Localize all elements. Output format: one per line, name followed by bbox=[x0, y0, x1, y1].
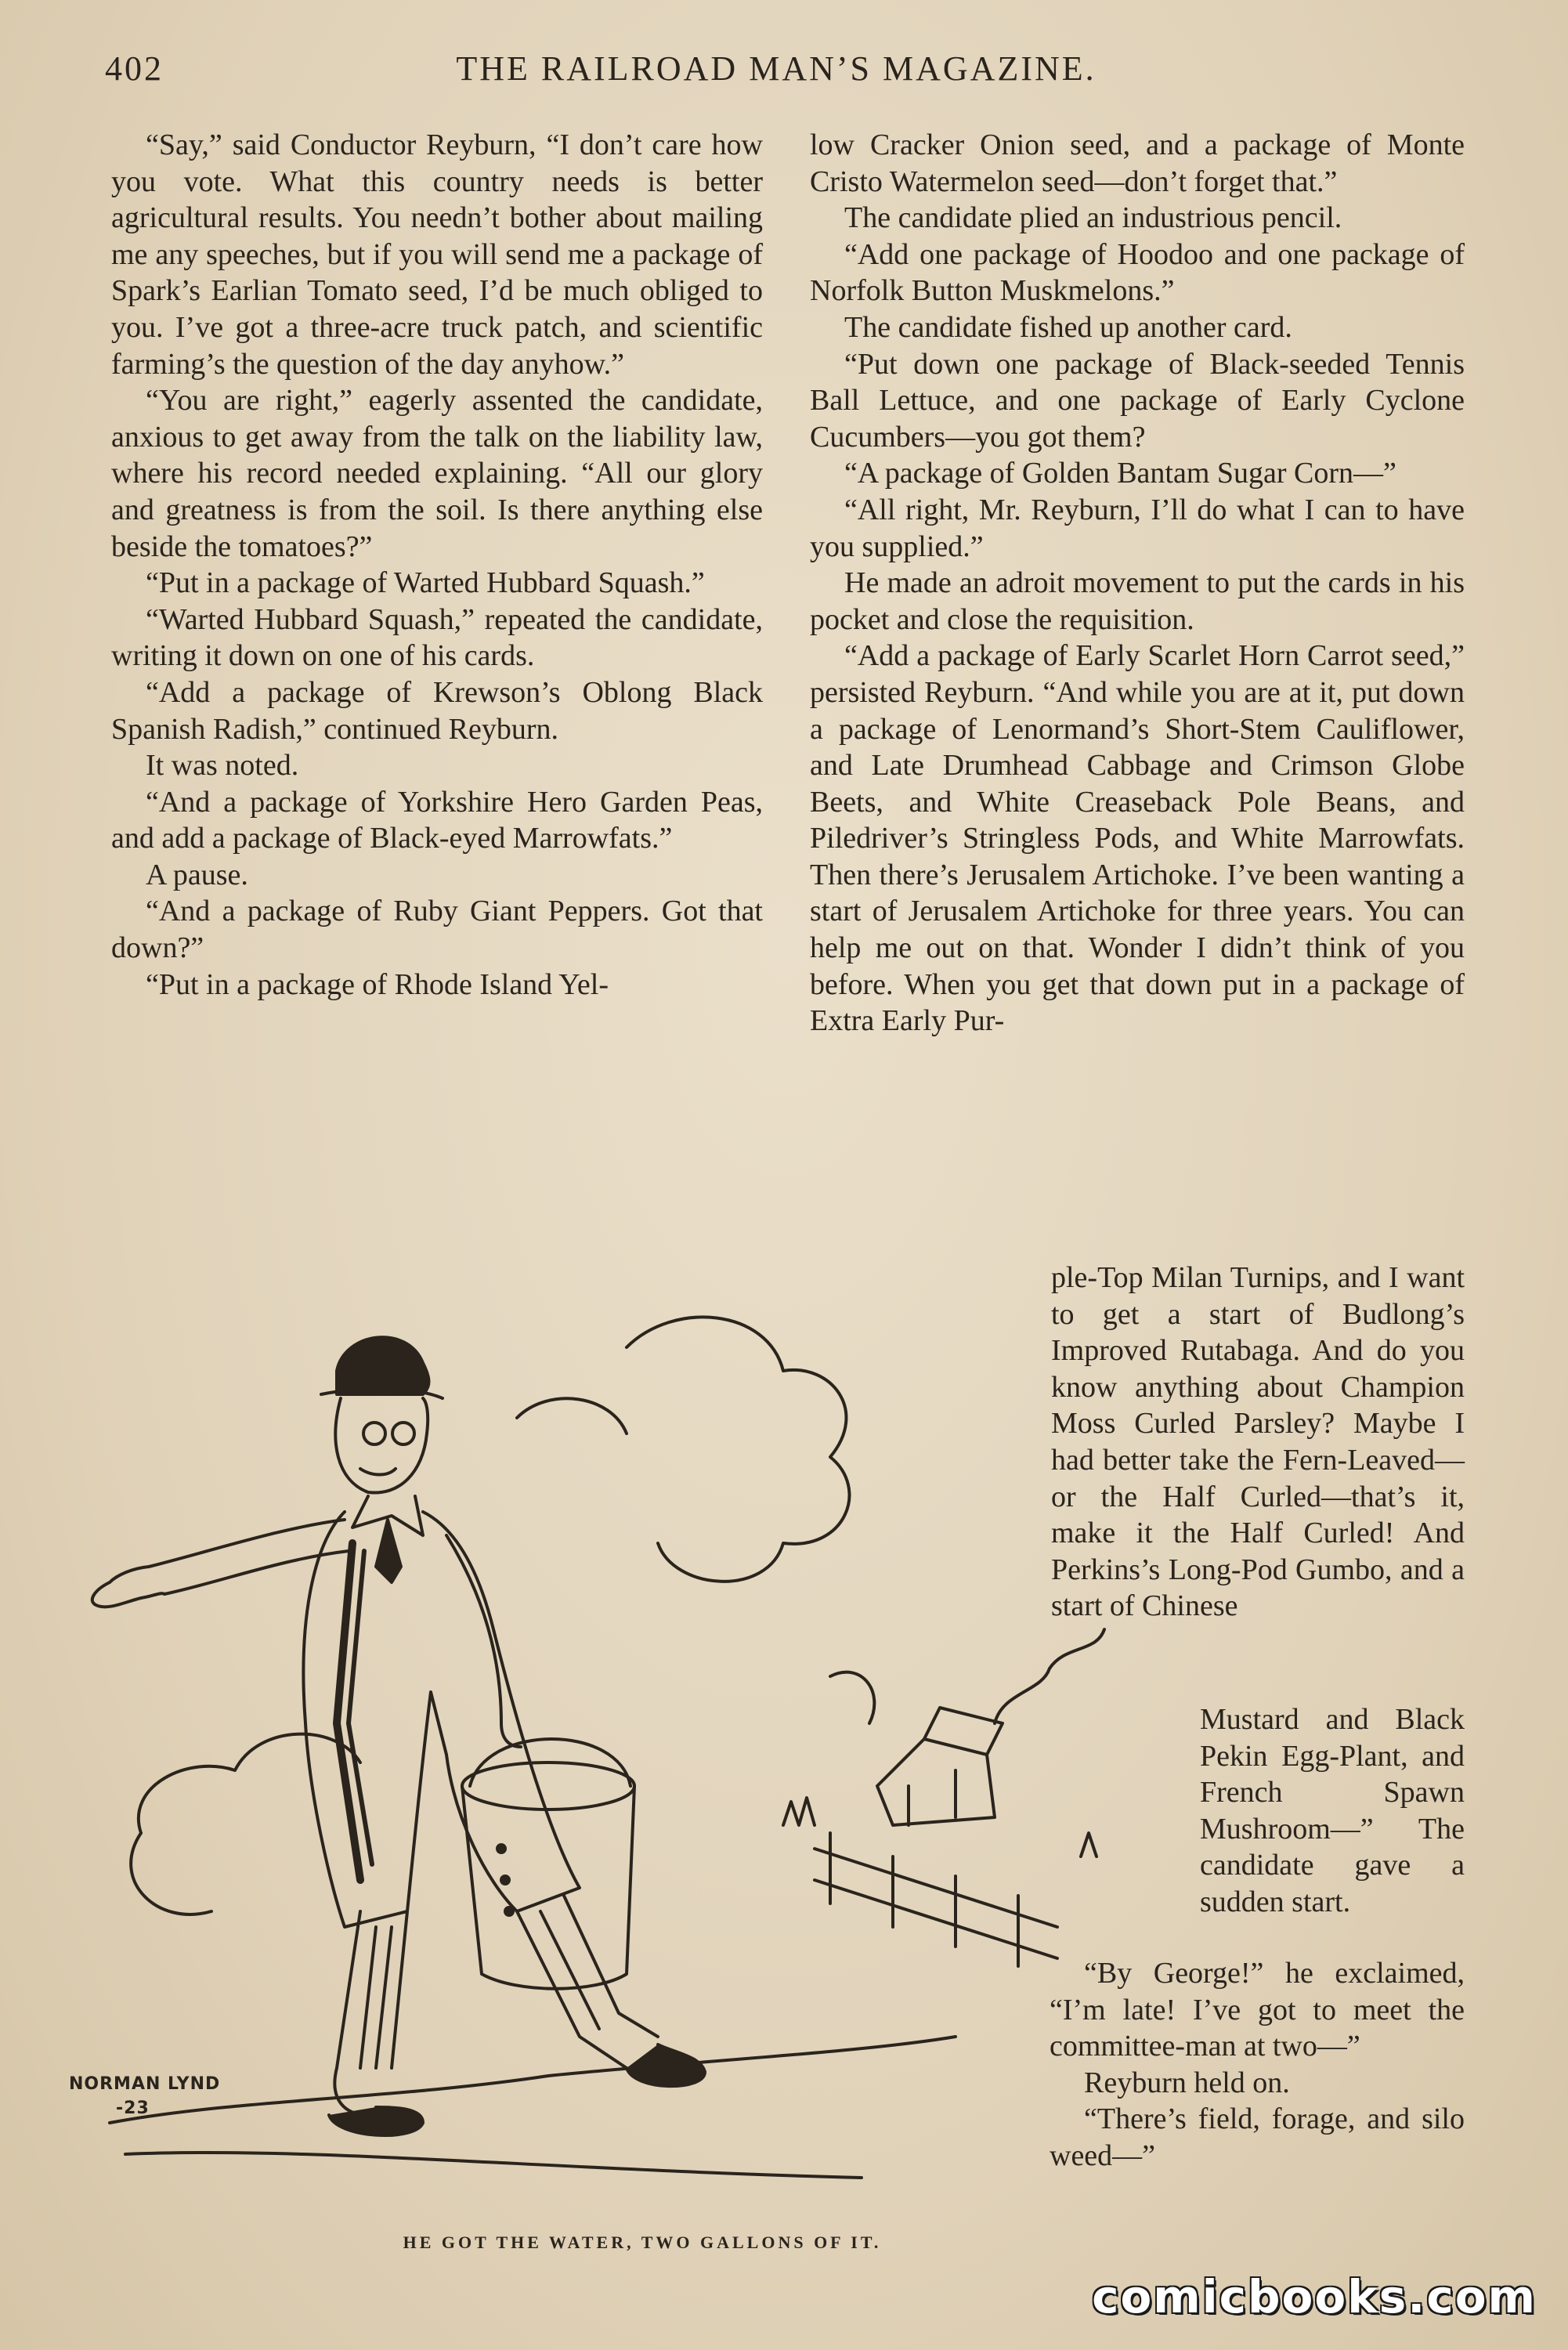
spectacles bbox=[363, 1423, 385, 1444]
paragraph: low Cracker Onion seed, and a package of Monte Cristo Watermelon seed—don’t forget that.” bbox=[810, 128, 1465, 198]
paragraph: A pause. bbox=[146, 858, 248, 891]
paragraph: It was noted. bbox=[146, 749, 299, 783]
paragraph: “Warted Hubbard Squash,” repeated the candidate, writing it down on one of his cards. bbox=[111, 602, 763, 673]
page-header bbox=[102, 38, 1451, 100]
artist-signature bbox=[69, 2074, 220, 2118]
paragraph: “Put in a package of Rhode Island Yel- bbox=[146, 967, 609, 1001]
outstretched-arm bbox=[110, 1520, 345, 1582]
grass bbox=[783, 1798, 815, 1825]
farmhouse bbox=[877, 1739, 995, 1825]
year-mark: -23 bbox=[116, 2099, 150, 2118]
paragraph: The candidate fished up another card. bbox=[844, 310, 1292, 344]
paragraph: “Put down one package of Black-seeded Tennis Ball Lettuce, and one package of Early Cyclone Cucumbers—you got them? bbox=[810, 347, 1465, 454]
dust-cloud bbox=[131, 1833, 211, 1914]
paragraph: “Put in a package of Warted Hubbard Squash.” bbox=[146, 566, 705, 600]
paragraph: The candidate plied an industrious pencil. bbox=[844, 201, 1342, 235]
fence bbox=[815, 1849, 1057, 1927]
dust-cloud bbox=[830, 1672, 874, 1723]
running-head: THE RAILROAD MAN’S MAGAZINE. bbox=[456, 49, 1097, 88]
paragraph: He made an adroit movement to put the cards in his pocket and close the requisition. bbox=[810, 566, 1465, 636]
necktie bbox=[376, 1520, 401, 1582]
paragraph: Mustard and Black Pekin Egg-Plant, and French Spawn Mushroom—” The candidate gave a sudden start. bbox=[1200, 1703, 1465, 1918]
paragraph: “And a package of Yorkshire Hero Garden Peas, and add a package of Black-eyed Marrowfats.” bbox=[111, 785, 763, 855]
paragraph: “You are right,” eagerly assented the candidate, anxious to get away from the talk on the liability law, where his record needed explaining. “All our glory and greatness is from the soil. Is there anything else beside the tomatoes?” bbox=[111, 384, 763, 563]
hand bbox=[92, 1582, 164, 1607]
left-column bbox=[111, 127, 763, 1003]
paragraph: “All right, Mr. Reyburn, I’ll do what I can to have you supplied.” bbox=[810, 493, 1465, 563]
paragraph: “A package of Golden Bantam Sugar Corn—” bbox=[844, 457, 1396, 490]
paragraph: “Add a package of Krewson’s Oblong Black Spanish Radish,” continued Reyburn. bbox=[111, 675, 763, 746]
watermark: comicbooks.com bbox=[1092, 2270, 1537, 2323]
bucket bbox=[462, 1762, 634, 1810]
dust-cloud bbox=[627, 1317, 849, 1581]
right-column-top bbox=[810, 127, 1465, 1039]
paragraph: “Say,” said Conductor Reyburn, “I don’t care how you vote. What this country needs is better agricultural results. You needn’t bother about mailing me any speeches, but if you will send me a package of Spark’s Earlian Tomato seed, I’d be much obliged to you. I’ve got a three-acre truck patch, and scientific farming’s the question of the day anyhow.” bbox=[111, 128, 763, 381]
ground bbox=[110, 2037, 956, 2123]
paragraph: Reyburn held on. bbox=[1084, 2066, 1290, 2099]
page-number: 402 bbox=[105, 49, 164, 88]
bucket-arm bbox=[446, 1535, 521, 1747]
illustration-caption: HE GOT THE WATER, TWO GALLONS OF IT. bbox=[403, 2232, 882, 2252]
paragraph: ple-Top Milan Turnips, and I want to get a start of Budlong’s Improved Rutabaga. And do you know anything about Champion Moss Curled Parsley? Maybe I had better take the Fern-Leaved—or the Half Curled—that’s it, make it the Half Curled! And Perkins’s Long-Pod Gumbo, and a start of Chinese bbox=[1051, 1261, 1465, 1623]
paragraph: “By George!” he exclaimed, “I’m late! I’ve got to meet the committee-man at two—” bbox=[1050, 1957, 1465, 2063]
striped-trousers bbox=[334, 1911, 368, 2115]
paragraph: “Add a package of Early Scarlet Horn Carrot seed,” persisted Reyburn. “And while you are at it, put down a package of Lenormand’s Short-Stem Cauliflower, and Late Drumhead Cabbage and Crimson Globe Beets, and White Creaseback Pole Beans, and Piledriver’s Stringless Pods, and White Marrowfats. Then there’s Jerusalem Artichoke. I’ve been wanting a start of Jerusalem Artichoke for three years. You can help me out on that. Wonder I didn’t think of you before. When you get that down put in a package of Extra Early Pur- bbox=[810, 639, 1465, 1038]
head bbox=[335, 1398, 428, 1493]
paragraph: “Add one package of Hoodoo and one package of Norfolk Button Muskmelons.” bbox=[810, 237, 1465, 308]
paragraph: “There’s field, forage, and silo weed—” bbox=[1050, 2102, 1465, 2172]
paragraph: “And a package of Ruby Giant Peppers. Got that down?” bbox=[111, 895, 763, 965]
illustration-man-with-bucket bbox=[78, 1285, 1206, 2240]
coat bbox=[303, 1512, 580, 1927]
right-column-narrow-2 bbox=[1200, 1701, 1465, 1921]
shoe bbox=[329, 2107, 423, 2135]
artist-name: NORMAN LYND bbox=[69, 2074, 221, 2094]
bowler-hat bbox=[337, 1337, 429, 1394]
dust-cloud bbox=[517, 1398, 627, 1434]
chimney-smoke bbox=[995, 1629, 1104, 1723]
dust-cloud bbox=[139, 1734, 360, 1833]
